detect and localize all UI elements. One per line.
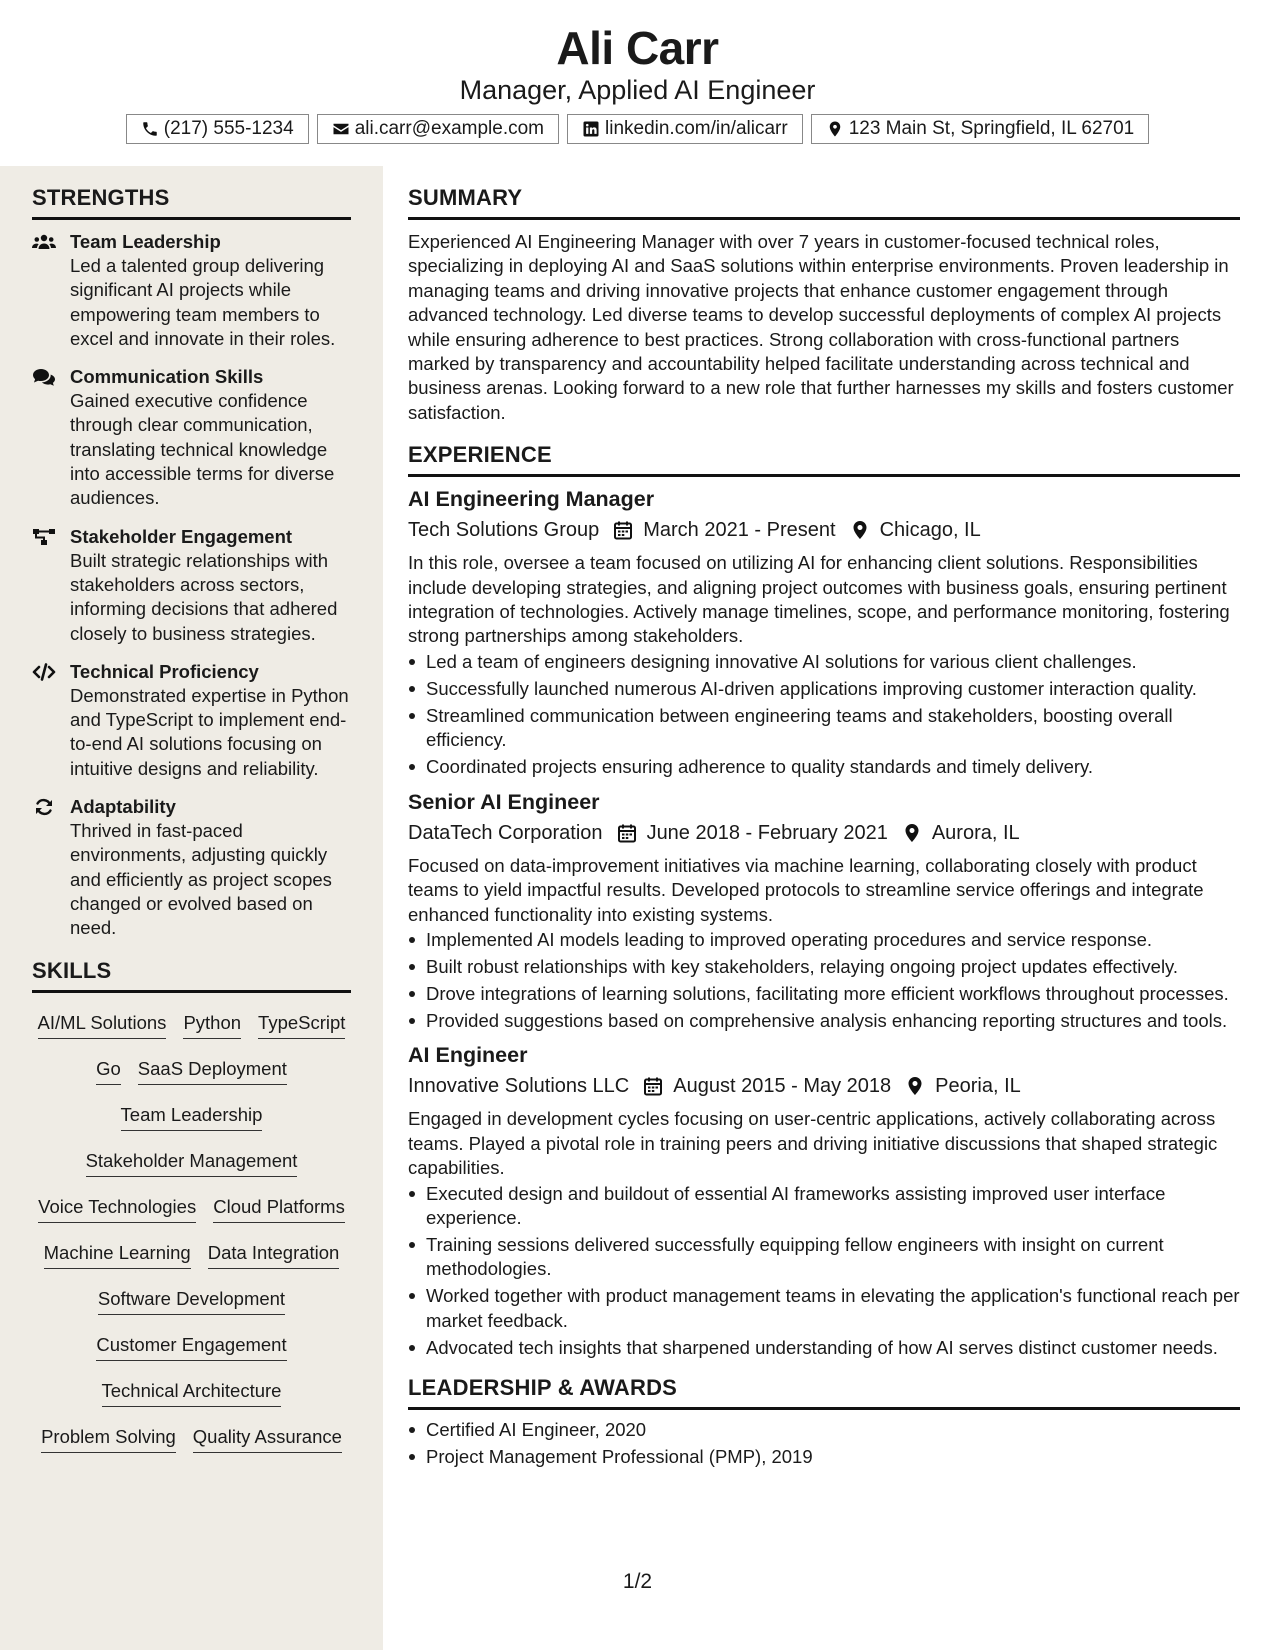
contact-phone[interactable] bbox=[126, 114, 309, 144]
strength-item bbox=[32, 795, 351, 940]
candidate-title: Manager, Applied AI Engineer bbox=[459, 75, 816, 105]
job-bullets bbox=[408, 928, 1240, 1033]
skill-tag: Problem Solving bbox=[41, 1425, 176, 1453]
skill-tag: SaaS Deployment bbox=[138, 1057, 287, 1085]
strength-description: Led a talented group delivering significant AI projects while empowering team members to excel and innovate in their roles. bbox=[70, 255, 336, 349]
job-location: Chicago, IL bbox=[879, 519, 981, 542]
skill-tag: Cloud Platforms bbox=[213, 1195, 345, 1223]
job-dates: March 2021 - Present bbox=[643, 519, 836, 542]
comments-icon bbox=[32, 368, 56, 386]
contact-email-text: ali.carr@example.com bbox=[354, 118, 544, 139]
awards-heading: LEADERSHIP & AWARDS bbox=[408, 1374, 1240, 1410]
strength-item bbox=[32, 525, 351, 646]
strength-item bbox=[32, 660, 351, 781]
location-pin-icon bbox=[888, 823, 932, 843]
job-bullets bbox=[408, 650, 1240, 780]
users-icon bbox=[32, 233, 56, 251]
strength-item bbox=[32, 230, 351, 351]
experience-heading: EXPERIENCE bbox=[408, 441, 1240, 477]
contact-email[interactable] bbox=[317, 114, 559, 144]
strength-description: Gained executive confidence through clear communication, translating technical knowledge into accessible terms for diverse audiences. bbox=[70, 390, 335, 509]
skill-tag: Go bbox=[96, 1057, 121, 1085]
strength-title: Adaptability bbox=[70, 796, 176, 818]
job-description: Focused on data-improvement initiatives via machine learning, collaborating closely with product teams to yield impactful results. Developed protocols to streamline service offerings and integrate enhanced functionality into existing systems. bbox=[408, 854, 1204, 925]
strengths-list bbox=[32, 230, 351, 941]
job-company: Tech Solutions Group bbox=[408, 519, 600, 542]
sync-icon bbox=[32, 798, 56, 816]
contact-linkedin-text: linkedin.com/in/alicarr bbox=[605, 118, 788, 139]
contact-bar bbox=[0, 114, 1275, 144]
summary-heading: SUMMARY bbox=[408, 184, 1240, 220]
skill-tag: Customer Engagement bbox=[96, 1333, 286, 1361]
location-pin-icon bbox=[891, 1076, 935, 1096]
linkedin-icon bbox=[582, 120, 600, 138]
job-description: In this role, oversee a team focused on utilizing AI for enhancing client solutions. Responsibilities include developing strategies, and aligning project outcomes with business goals, ensuring pertinent integration of technologies. Actively manage timelines, scope, and performance monitoring, fostering strong partnerships among stakeholders. bbox=[408, 552, 1230, 647]
calendar-icon bbox=[603, 823, 647, 843]
skills-list bbox=[32, 1003, 351, 1463]
list-item: Provided suggestions based on comprehensive analysis enhancing reporting structures and tools. bbox=[408, 1009, 1240, 1033]
code-icon bbox=[32, 663, 56, 681]
job-bullets bbox=[408, 1182, 1240, 1361]
list-item: Streamlined communication between engineering teams and stakeholders, boosting overall efficiency. bbox=[408, 704, 1240, 753]
skill-tag: Technical Architecture bbox=[102, 1379, 282, 1407]
skill-tag: Python bbox=[183, 1011, 241, 1039]
summary-text: Experienced AI Engineering Manager with over 7 years in customer-focused technical roles, specializing in deploying AI and SaaS solutions within enterprise environments. Proven leadership in managing teams and driving innovative projects that enhance customer engagement through advanced technology. Led diverse teams to develop successful deployments of complex AI projects while ensuring adherence to best practices. Strong collaboration with cross-functional partners marked by transparency and accountability helped facilitate understanding across technical and business arenas. Looking forward to a new role that further harnesses my skills and fosters customer satisfaction. bbox=[408, 231, 1234, 423]
skill-tag: Stakeholder Management bbox=[86, 1149, 298, 1177]
envelope-icon bbox=[332, 120, 350, 138]
strength-title: Stakeholder Engagement bbox=[70, 525, 293, 547]
job-title: Senior AI Engineer bbox=[408, 789, 600, 814]
contact-address bbox=[811, 114, 1150, 144]
network-icon bbox=[32, 528, 56, 546]
list-item: Built robust relationships with key stakeholders, relaying ongoing project updates effectively. bbox=[408, 955, 1240, 979]
job-entry bbox=[408, 788, 1240, 1034]
skill-tag: Voice Technologies bbox=[38, 1195, 196, 1223]
skill-tag: Data Integration bbox=[208, 1241, 340, 1269]
job-entry bbox=[408, 1041, 1240, 1360]
location-pin-icon bbox=[836, 520, 880, 540]
skill-tag: TypeScript bbox=[258, 1011, 345, 1039]
list-item: Coordinated projects ensuring adherence to quality standards and timely delivery. bbox=[408, 755, 1240, 779]
skill-tag: Team Leadership bbox=[121, 1103, 263, 1131]
resume-header bbox=[0, 0, 1275, 166]
calendar-icon bbox=[599, 520, 643, 540]
job-location: Aurora, IL bbox=[931, 821, 1020, 844]
list-item: Led a team of engineers designing innovative AI solutions for various client challenges. bbox=[408, 650, 1240, 674]
sidebar bbox=[0, 166, 383, 1650]
job-meta bbox=[408, 1071, 1240, 1101]
strength-description: Built strategic relationships with stakeholders across sectors, informing decisions that adhered closely to business strategies. bbox=[70, 549, 338, 644]
list-item: Executed design and buildout of essential AI frameworks assisting improved user interface experience. bbox=[408, 1182, 1240, 1231]
job-entry bbox=[408, 485, 1240, 779]
job-company: DataTech Corporation bbox=[408, 821, 603, 844]
strength-description: Thrived in fast-paced environments, adjusting quickly and efficiently as project scopes changed or evolved based on need. bbox=[70, 820, 332, 939]
skill-tag: AI/ML Solutions bbox=[38, 1011, 167, 1039]
list-item: Training sessions delivered successfully equipping fellow engineers with insight on current methodologies. bbox=[408, 1233, 1240, 1282]
contact-address-text: 123 Main St, Springfield, IL 62701 bbox=[848, 118, 1135, 139]
calendar-icon bbox=[629, 1076, 673, 1096]
job-title: AI Engineer bbox=[408, 1043, 528, 1068]
job-dates: August 2015 - May 2018 bbox=[673, 1075, 892, 1098]
job-meta bbox=[408, 515, 1240, 545]
strength-description: Demonstrated expertise in Python and TypeScript to implement end-to-end AI solutions focusing on intuitive designs and reliability. bbox=[70, 684, 349, 779]
contact-phone-text: (217) 555-1234 bbox=[163, 118, 294, 139]
job-meta bbox=[408, 818, 1240, 848]
list-item: Successfully launched numerous AI-driven applications improving customer interaction quality. bbox=[408, 677, 1240, 701]
strength-title: Technical Proficiency bbox=[70, 660, 259, 682]
list-item: Project Management Professional (PMP), 2019 bbox=[408, 1445, 1240, 1469]
job-title: AI Engineering Manager bbox=[408, 487, 655, 512]
strength-title: Communication Skills bbox=[70, 366, 264, 388]
skill-tag: Software Development bbox=[98, 1287, 285, 1315]
strengths-heading: STRENGTHS bbox=[32, 184, 351, 220]
list-item: Advocated tech insights that sharpened understanding of how AI serves distinct customer needs. bbox=[408, 1336, 1240, 1360]
list-item: Implemented AI models leading to improved operating procedures and service response. bbox=[408, 928, 1240, 952]
skill-tag: Machine Learning bbox=[44, 1241, 191, 1269]
skill-tag: Quality Assurance bbox=[193, 1425, 342, 1453]
job-company: Innovative Solutions LLC bbox=[408, 1075, 630, 1098]
contact-linkedin[interactable] bbox=[567, 114, 803, 144]
strength-item bbox=[32, 365, 351, 510]
location-pin-icon bbox=[826, 120, 844, 138]
list-item: Drove integrations of learning solutions, facilitating more efficient workflows throughout processes. bbox=[408, 982, 1240, 1006]
awards-list bbox=[408, 1418, 1240, 1469]
main-content bbox=[408, 184, 1240, 1472]
skills-heading: SKILLS bbox=[32, 957, 351, 993]
strength-title: Team Leadership bbox=[70, 231, 221, 252]
list-item: Certified AI Engineer, 2020 bbox=[408, 1418, 1240, 1442]
phone-icon bbox=[141, 120, 159, 138]
job-description: Engaged in development cycles focusing on user-centric applications, actively collaborating across teams. Played a pivotal role in training peers and driving initiative discussions that shaped strategic capabilities. bbox=[408, 1108, 1218, 1179]
candidate-name: Ali Carr bbox=[556, 22, 719, 74]
job-dates: June 2018 - February 2021 bbox=[646, 821, 888, 844]
list-item: Worked together with product management teams in elevating the application's functional reach per market feedback. bbox=[408, 1284, 1240, 1333]
job-location: Peoria, IL bbox=[935, 1075, 1021, 1098]
page-number: 1/2 bbox=[622, 1570, 653, 1593]
